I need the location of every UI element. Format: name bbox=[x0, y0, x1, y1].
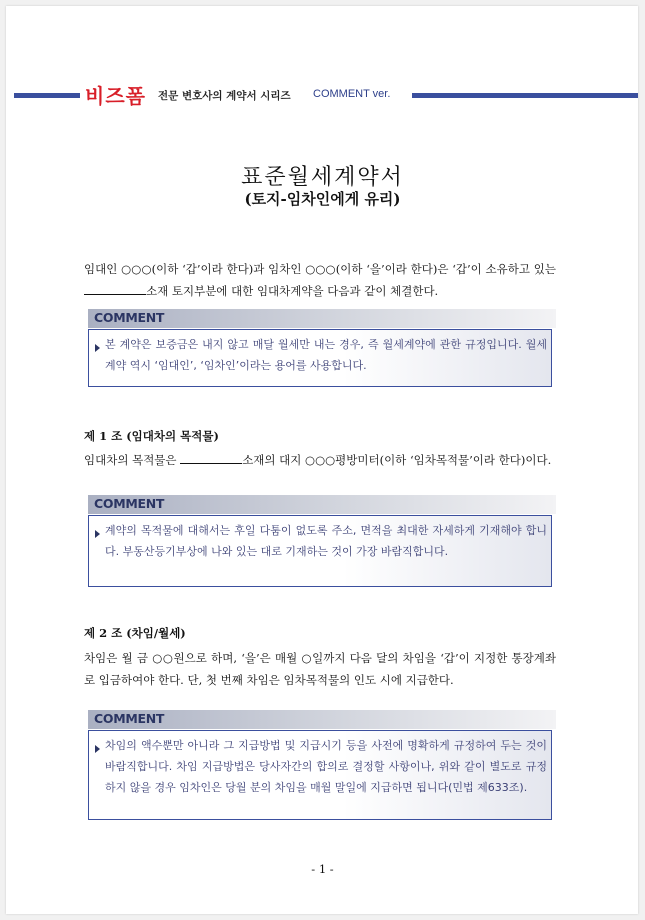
article-text-1: 임대차의 목적물은 bbox=[84, 453, 181, 467]
article-heading: 제 2 조 (차임/월세) bbox=[84, 626, 186, 640]
comment-box bbox=[88, 730, 552, 820]
blank-address-field[interactable] bbox=[180, 451, 242, 464]
header-rule-right bbox=[412, 93, 638, 98]
comment-text: 차임의 액수뿐만 아니라 그 지급방법 및 지급시기 등을 사전에 명확하게 규정하여 두는 것이 바람직합니다. 차임 지급방법은 당사자간의 합의로 결정할 사항이나, 위와 같이 별도로 규정하지 않을 경우 임차인은 당월 분의 차임을 매월 말일에 지급하면 됩니다(민법 제633조). bbox=[105, 739, 547, 794]
article-body: 차임은 월 금 ○○원으로 하며, ‘을’은 매월 ○일까지 다음 달의 차임을 ‘갑’이 지정한 통장계좌로 입금하여야 한다. 단, 첫 번째 차임은 임차목적물의 인도 시에 지급한다. bbox=[84, 651, 556, 687]
blank-location-field[interactable] bbox=[84, 282, 146, 295]
header-series-version: COMMENT ver. bbox=[313, 88, 391, 100]
page-number: - 1 - bbox=[311, 862, 334, 876]
intro-text-2: 소재 토지부분에 대한 임대차계약을 다음과 같이 체결한다. bbox=[146, 284, 439, 298]
article-text-2: 소재의 대지 ○○○평방미터(이하 ‘임차목적물’이라 한다)이다. bbox=[242, 453, 552, 467]
comment-box bbox=[88, 329, 552, 387]
bizform-logo: 비즈폼 bbox=[85, 84, 146, 108]
triangle-bullet-icon bbox=[95, 745, 100, 753]
comment-label bbox=[88, 309, 556, 328]
triangle-bullet-icon bbox=[95, 530, 100, 538]
document-subtitle: (토지-임차인에게 유리) bbox=[244, 190, 401, 208]
comment-label bbox=[88, 495, 556, 514]
comment-text: 계약의 목적물에 대해서는 후일 다툼이 없도록 주소, 면적을 최대한 자세하게 기재해야 합니다. 부동산등기부상에 나와 있는 대로 기재하는 것이 가장 바람직합니다. bbox=[105, 524, 547, 558]
comment-text: 본 계약은 보증금은 내지 않고 매달 월세만 내는 경우, 즉 월세계약에 관한 규정입니다. 월세계약 역시 ‘임대인’, ‘임차인’이라는 용어를 사용합니다. bbox=[105, 338, 547, 372]
comment-label-text: COMMENT bbox=[94, 711, 165, 726]
comment-label-text: COMMENT bbox=[94, 310, 165, 325]
comment-box bbox=[88, 515, 552, 587]
comment-label-text: COMMENT bbox=[94, 496, 165, 511]
article-body bbox=[84, 449, 556, 471]
intro-text-1: 임대인 ○○○(이하 ‘갑’이라 한다)과 임차인 ○○○(이하 ‘을’이라 한다)은 ‘갑’이 소유하고 있는 bbox=[84, 262, 556, 276]
article-heading: 제 1 조 (임대차의 목적물) bbox=[84, 429, 219, 443]
header-series-title: 전문 변호사의 계약서 시리즈 bbox=[158, 90, 291, 102]
triangle-bullet-icon bbox=[95, 344, 100, 352]
comment-label bbox=[88, 710, 556, 729]
document-title: 표준월세계약서 bbox=[241, 165, 404, 190]
header-rule-left bbox=[14, 93, 80, 98]
intro-paragraph bbox=[84, 258, 556, 302]
